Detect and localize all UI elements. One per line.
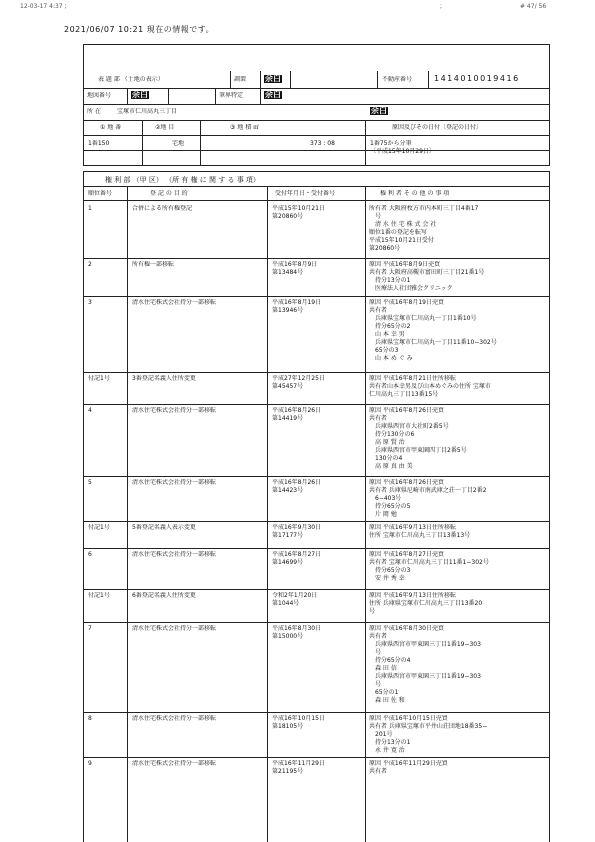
row-uketsuke: 令和2年1月20日 第1044号 <box>272 592 318 607</box>
row-kenrisha: 原因 平成16年8月26日売買 共有者 兵庫県西宮市大社町2番5号 持分130分の6 高 原 賢 治 兵庫県西宮市甲東園四丁目2番5号 130分の4 高 原 真 由 美 <box>369 407 467 470</box>
row-mokuteki: 清水住宅株式会社持分一部移転 <box>132 760 217 767</box>
col-kenrisha: 権 利 者 そ の 他 の 事 項 <box>380 190 450 197</box>
col-mokuteki: 登 記 の 目 的 <box>150 190 188 197</box>
divider <box>290 71 291 88</box>
col-uketsuke: 受付年月日・受付番号 <box>275 190 336 197</box>
divider <box>83 120 550 121</box>
row-kenrisha: 原因 平成16年8月26日売買 共有者 兵庫県尼崎市南武庫之荘一丁目2番2 6−403号 持分65分の5 片 岡 勉 <box>369 479 487 518</box>
row-kenrisha: 原因 平成16年9月13日住所移転 住所 宝塚市仁川高丸三丁目13番13号 <box>369 524 471 539</box>
row-uketsuke: 平成16年10月15日 第18105号 <box>272 715 325 730</box>
row-divider <box>83 589 550 590</box>
col-chiseki: ③ 地 積 ㎡ <box>230 124 260 131</box>
col-jun: 順位番号 <box>88 190 113 197</box>
divider <box>83 104 550 105</box>
row-chiseki: 373 : 08 <box>310 140 335 147</box>
divider <box>83 150 550 151</box>
row-jun: 付記1号 <box>88 524 110 531</box>
row-jun: 付記1号 <box>88 375 110 382</box>
row-mokuteki: 3番登記名義人住所変更 <box>132 375 196 382</box>
row-mokuteki: 清水住宅株式会社持分一部移転 <box>132 715 217 722</box>
divider <box>83 135 550 136</box>
divider <box>168 88 169 104</box>
row-kenrisha: 原因 平成16年8月27日売買 共有者 宝塚市仁川高丸三丁目11番1−302号 持分65分の3 安 井 秀 幸 <box>369 551 489 582</box>
row-jun: 3 <box>88 299 92 306</box>
row-divider <box>83 404 550 405</box>
kyokai-value: 余白 <box>265 91 281 99</box>
row-chimoku: 宅地 <box>172 140 185 147</box>
row-jun: 9 <box>88 760 92 767</box>
row-jun: 7 <box>88 625 92 632</box>
row-uketsuke: 平成16年8月9日 第13484号 <box>272 261 318 276</box>
kyokai-label: 筆界特定 <box>219 92 244 99</box>
divider <box>215 88 216 104</box>
row-divider <box>83 712 550 713</box>
row-uketsuke: 平成16年9月30日 第17177号 <box>272 524 322 539</box>
row-uketsuke: 平成16年8月19日 第13946号 <box>272 299 322 314</box>
row-mokuteki: 清水住宅株式会社持分一部移転 <box>132 407 217 414</box>
hyodai-title: 表 題 部 （土地の表示） <box>98 76 164 83</box>
row-mokuteki: 5番登記名義人表示変更 <box>132 524 196 531</box>
shozai-blank: 余白 <box>371 107 387 115</box>
divider <box>230 71 231 88</box>
row-divider <box>83 258 550 259</box>
row-jun: 5 <box>88 479 92 486</box>
col-chiban: ① 地 番 <box>100 124 122 131</box>
divider <box>83 88 550 89</box>
row-jun: 4 <box>88 407 92 414</box>
row-uketsuke: 平成16年8月30日 第15000号 <box>272 625 322 640</box>
row-uketsuke: 平成16年8月26日 第14423号 <box>272 479 322 494</box>
divider <box>365 186 366 842</box>
row-kenrisha: 原因 平成16年10月15日売買 共有者 兵庫県宝塚市平井山荘団地18番35− 201号 持分13分の1 永 井 寛 治 <box>369 715 488 754</box>
divider <box>127 88 128 104</box>
col-genin: 原因及びその日付〔登記の日付〕 <box>392 124 483 131</box>
row-genin: 1番75から分筆 〔平成15年10月29日〕 <box>370 140 435 155</box>
row-uketsuke: 平成27年12月25日 第45457号 <box>272 375 325 390</box>
row-jun: 6 <box>88 551 92 558</box>
divider <box>83 186 550 187</box>
row-mokuteki: 清水住宅株式会社持分一部移転 <box>132 299 217 306</box>
row-divider <box>83 476 550 477</box>
fax-header-mid: ; <box>440 3 443 10</box>
row-kenrisha: 原因 平成16年9月13日住所移転 住所 兵庫県宝塚市仁川高丸三丁目13番20 号 <box>369 592 483 615</box>
divider <box>267 186 268 842</box>
row-kenrisha: 原因 平成16年8月30日売買 共有者 兵庫県西宮市甲東園三丁目1番19−303 号 持分65分の4 森 田 信 兵庫県西宮市甲東園三丁目1番19−303 号 65分の1 森 田 佐 和 <box>369 625 481 704</box>
fax-header-left: 12-03-17 4:37 ; <box>20 3 67 10</box>
row-kenrisha: 原因 平成16年8月19日売買 共有者 兵庫県宝塚市仁川高丸一丁目1番10号 持分65分の2 山 本 幸 男 兵庫県宝塚市仁川高丸一丁目11番10−302号 65分の3 山 本 め ぐ み <box>369 299 497 362</box>
print-timestamp-caption: 2021/06/07 10:21 現在の情報です。 <box>64 25 215 34</box>
row-mokuteki: 清水住宅株式会社持分一部移転 <box>132 625 217 632</box>
shozai-label: 所 在 <box>87 108 101 115</box>
chizu-value: 余白 <box>132 91 148 99</box>
row-chiban: 1番150 <box>88 140 110 147</box>
shozai-value: 宝塚市仁川高丸三丁目 <box>117 108 178 115</box>
row-divider <box>83 548 550 549</box>
kouku-title: 権 利 部 （甲 区） （所 有 権 に 関 す る 事 項） <box>105 176 260 184</box>
divider <box>127 186 128 842</box>
row-mokuteki: 合併による所有権登記 <box>132 205 193 212</box>
row-divider <box>83 372 550 373</box>
row-divider <box>83 521 550 522</box>
row-divider <box>83 622 550 623</box>
row-uketsuke: 平成16年8月26日 第14419号 <box>272 407 322 422</box>
divider <box>377 71 378 88</box>
row-mokuteki: 清水住宅株式会社持分一部移転 <box>132 551 217 558</box>
row-mokuteki: 所有権一部移転 <box>132 261 175 268</box>
divider <box>200 120 201 166</box>
row-jun: 1 <box>88 205 92 212</box>
fax-header-page: # 47/ 56 <box>520 3 547 10</box>
row-jun: 付記1号 <box>88 592 110 599</box>
divider <box>142 120 143 166</box>
row-kenrisha: 原因 平成16年11月29日売買 共有者 <box>369 760 448 775</box>
row-jun: 2 <box>88 261 92 268</box>
divider <box>83 200 550 201</box>
fudosan-number: 1414010019416 <box>434 75 520 83</box>
chizu-label: 地図番号 <box>87 92 112 99</box>
row-uketsuke: 平成16年11月29日 第21195号 <box>272 760 325 775</box>
row-jun: 8 <box>88 715 92 722</box>
row-kenrisha: 所有者 大阪府枚方市内本町三丁目4番17 号 清 水 住 宅 株 式 会 社 順位1番の登記を転写 平成15年10月21日受付 第20860号 <box>369 205 479 252</box>
row-divider <box>83 296 550 297</box>
fudosan-label: 不動産番号 <box>382 76 413 83</box>
row-mokuteki: 清水住宅株式会社持分一部移転 <box>132 479 217 486</box>
row-mokuteki: 6番登記名義人住所変更 <box>132 592 196 599</box>
row-uketsuke: 平成16年8月27日 第14699号 <box>272 551 322 566</box>
chosei-label: 調製 <box>234 76 247 83</box>
row-kenrisha: 原因 平成16年8月21日住所移転 共有者山本幸男及び山本めぐみの住所 宝塚市 仁川高丸三丁目13番15号 <box>369 375 491 398</box>
chosei-value: 余白 <box>265 75 281 83</box>
divider <box>260 88 261 104</box>
col-chimoku: ②地 目 <box>155 124 175 131</box>
row-divider <box>83 757 550 758</box>
divider <box>260 71 261 88</box>
divider <box>428 71 429 88</box>
divider <box>365 120 366 166</box>
row-uketsuke: 平成15年10月21日 第20860号 <box>272 205 325 220</box>
row-kenrisha: 原因 平成16年8月9日売買 共有者 大阪府高槻市富田町三丁目21番1号 持分13分の1 医療法人社団雅会クリニック <box>369 261 485 292</box>
